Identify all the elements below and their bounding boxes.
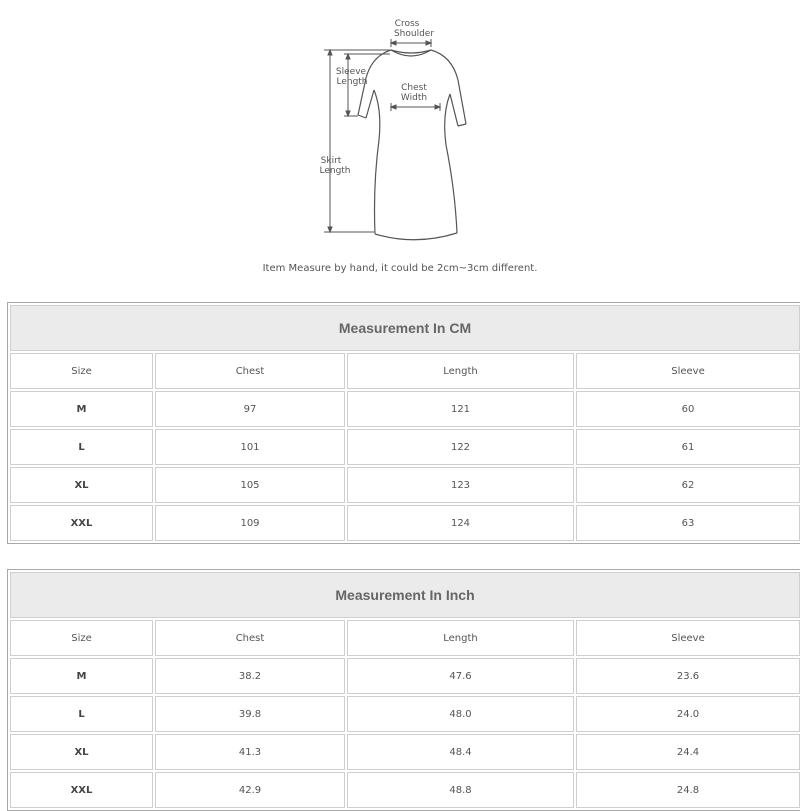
table-header-row xyxy=(10,620,800,656)
chest-width-label-1: Chest xyxy=(401,83,427,93)
chest-cell: 39.8 xyxy=(155,696,345,732)
size-cell: L xyxy=(10,696,153,732)
sleeve-cell: 60 xyxy=(576,391,800,427)
length-cell: 48.0 xyxy=(347,696,574,732)
sleeve-cell: 23.6 xyxy=(576,658,800,694)
cross-shoulder-label-2: Shoulder xyxy=(393,29,435,39)
chest-cell: 101 xyxy=(155,429,345,465)
table-row xyxy=(10,772,800,808)
length-cell: 124 xyxy=(347,505,574,541)
cross-shoulder-arrow xyxy=(391,39,431,47)
length-cell: 123 xyxy=(347,467,574,503)
measurement-diagram xyxy=(0,0,800,290)
chest-cell: 109 xyxy=(155,505,345,541)
length-cell: 121 xyxy=(347,391,574,427)
table-row xyxy=(10,696,800,732)
column-header: Chest xyxy=(155,353,345,389)
column-header: Sleeve xyxy=(576,353,800,389)
size-cell: XXL xyxy=(10,505,153,541)
table-row xyxy=(10,505,800,541)
length-cell: 48.8 xyxy=(347,772,574,808)
table-title: Measurement In Inch xyxy=(10,572,800,618)
skirt-length-label-2: Length xyxy=(319,166,351,176)
table-row xyxy=(10,658,800,694)
column-header: Sleeve xyxy=(576,620,800,656)
skirt-length-label-1: Skirt xyxy=(320,156,342,166)
dress-diagram-svg xyxy=(0,0,800,290)
chest-cell: 41.3 xyxy=(155,734,345,770)
chest-width-arrow xyxy=(391,103,440,111)
table-title: Measurement In CM xyxy=(10,305,800,351)
size-table-cm xyxy=(7,302,800,544)
column-header: Chest xyxy=(155,620,345,656)
dress-outline xyxy=(358,50,466,240)
chest-cell: 97 xyxy=(155,391,345,427)
sleeve-cell: 62 xyxy=(576,467,800,503)
column-header: Length xyxy=(347,620,574,656)
chest-width-label-2: Width xyxy=(400,93,428,103)
length-cell: 48.4 xyxy=(347,734,574,770)
size-cell: M xyxy=(10,658,153,694)
size-cell: XL xyxy=(10,467,153,503)
sleeve-cell: 24.0 xyxy=(576,696,800,732)
table-row xyxy=(10,391,800,427)
length-cell: 122 xyxy=(347,429,574,465)
sleeve-cell: 61 xyxy=(576,429,800,465)
table-row xyxy=(10,734,800,770)
sleeve-cell: 24.4 xyxy=(576,734,800,770)
chest-cell: 42.9 xyxy=(155,772,345,808)
measurement-note: Item Measure by hand, it could be 2cm~3cm different. xyxy=(262,263,538,274)
column-header: Length xyxy=(347,353,574,389)
table-row xyxy=(10,429,800,465)
chest-cell: 38.2 xyxy=(155,658,345,694)
column-header: Size xyxy=(10,620,153,656)
column-header: Size xyxy=(10,353,153,389)
length-cell: 47.6 xyxy=(347,658,574,694)
sleeve-cell: 63 xyxy=(576,505,800,541)
cross-shoulder-label-1: Cross xyxy=(394,19,420,29)
chest-cell: 105 xyxy=(155,467,345,503)
size-cell: XL xyxy=(10,734,153,770)
size-cell: M xyxy=(10,391,153,427)
table-row xyxy=(10,467,800,503)
sleeve-cell: 24.8 xyxy=(576,772,800,808)
sleeve-length-label-2: Length xyxy=(336,77,368,87)
sleeve-length-label-1: Sleeve xyxy=(335,67,367,77)
size-table-inch xyxy=(7,569,800,811)
table-header-row xyxy=(10,353,800,389)
size-cell: XXL xyxy=(10,772,153,808)
size-cell: L xyxy=(10,429,153,465)
